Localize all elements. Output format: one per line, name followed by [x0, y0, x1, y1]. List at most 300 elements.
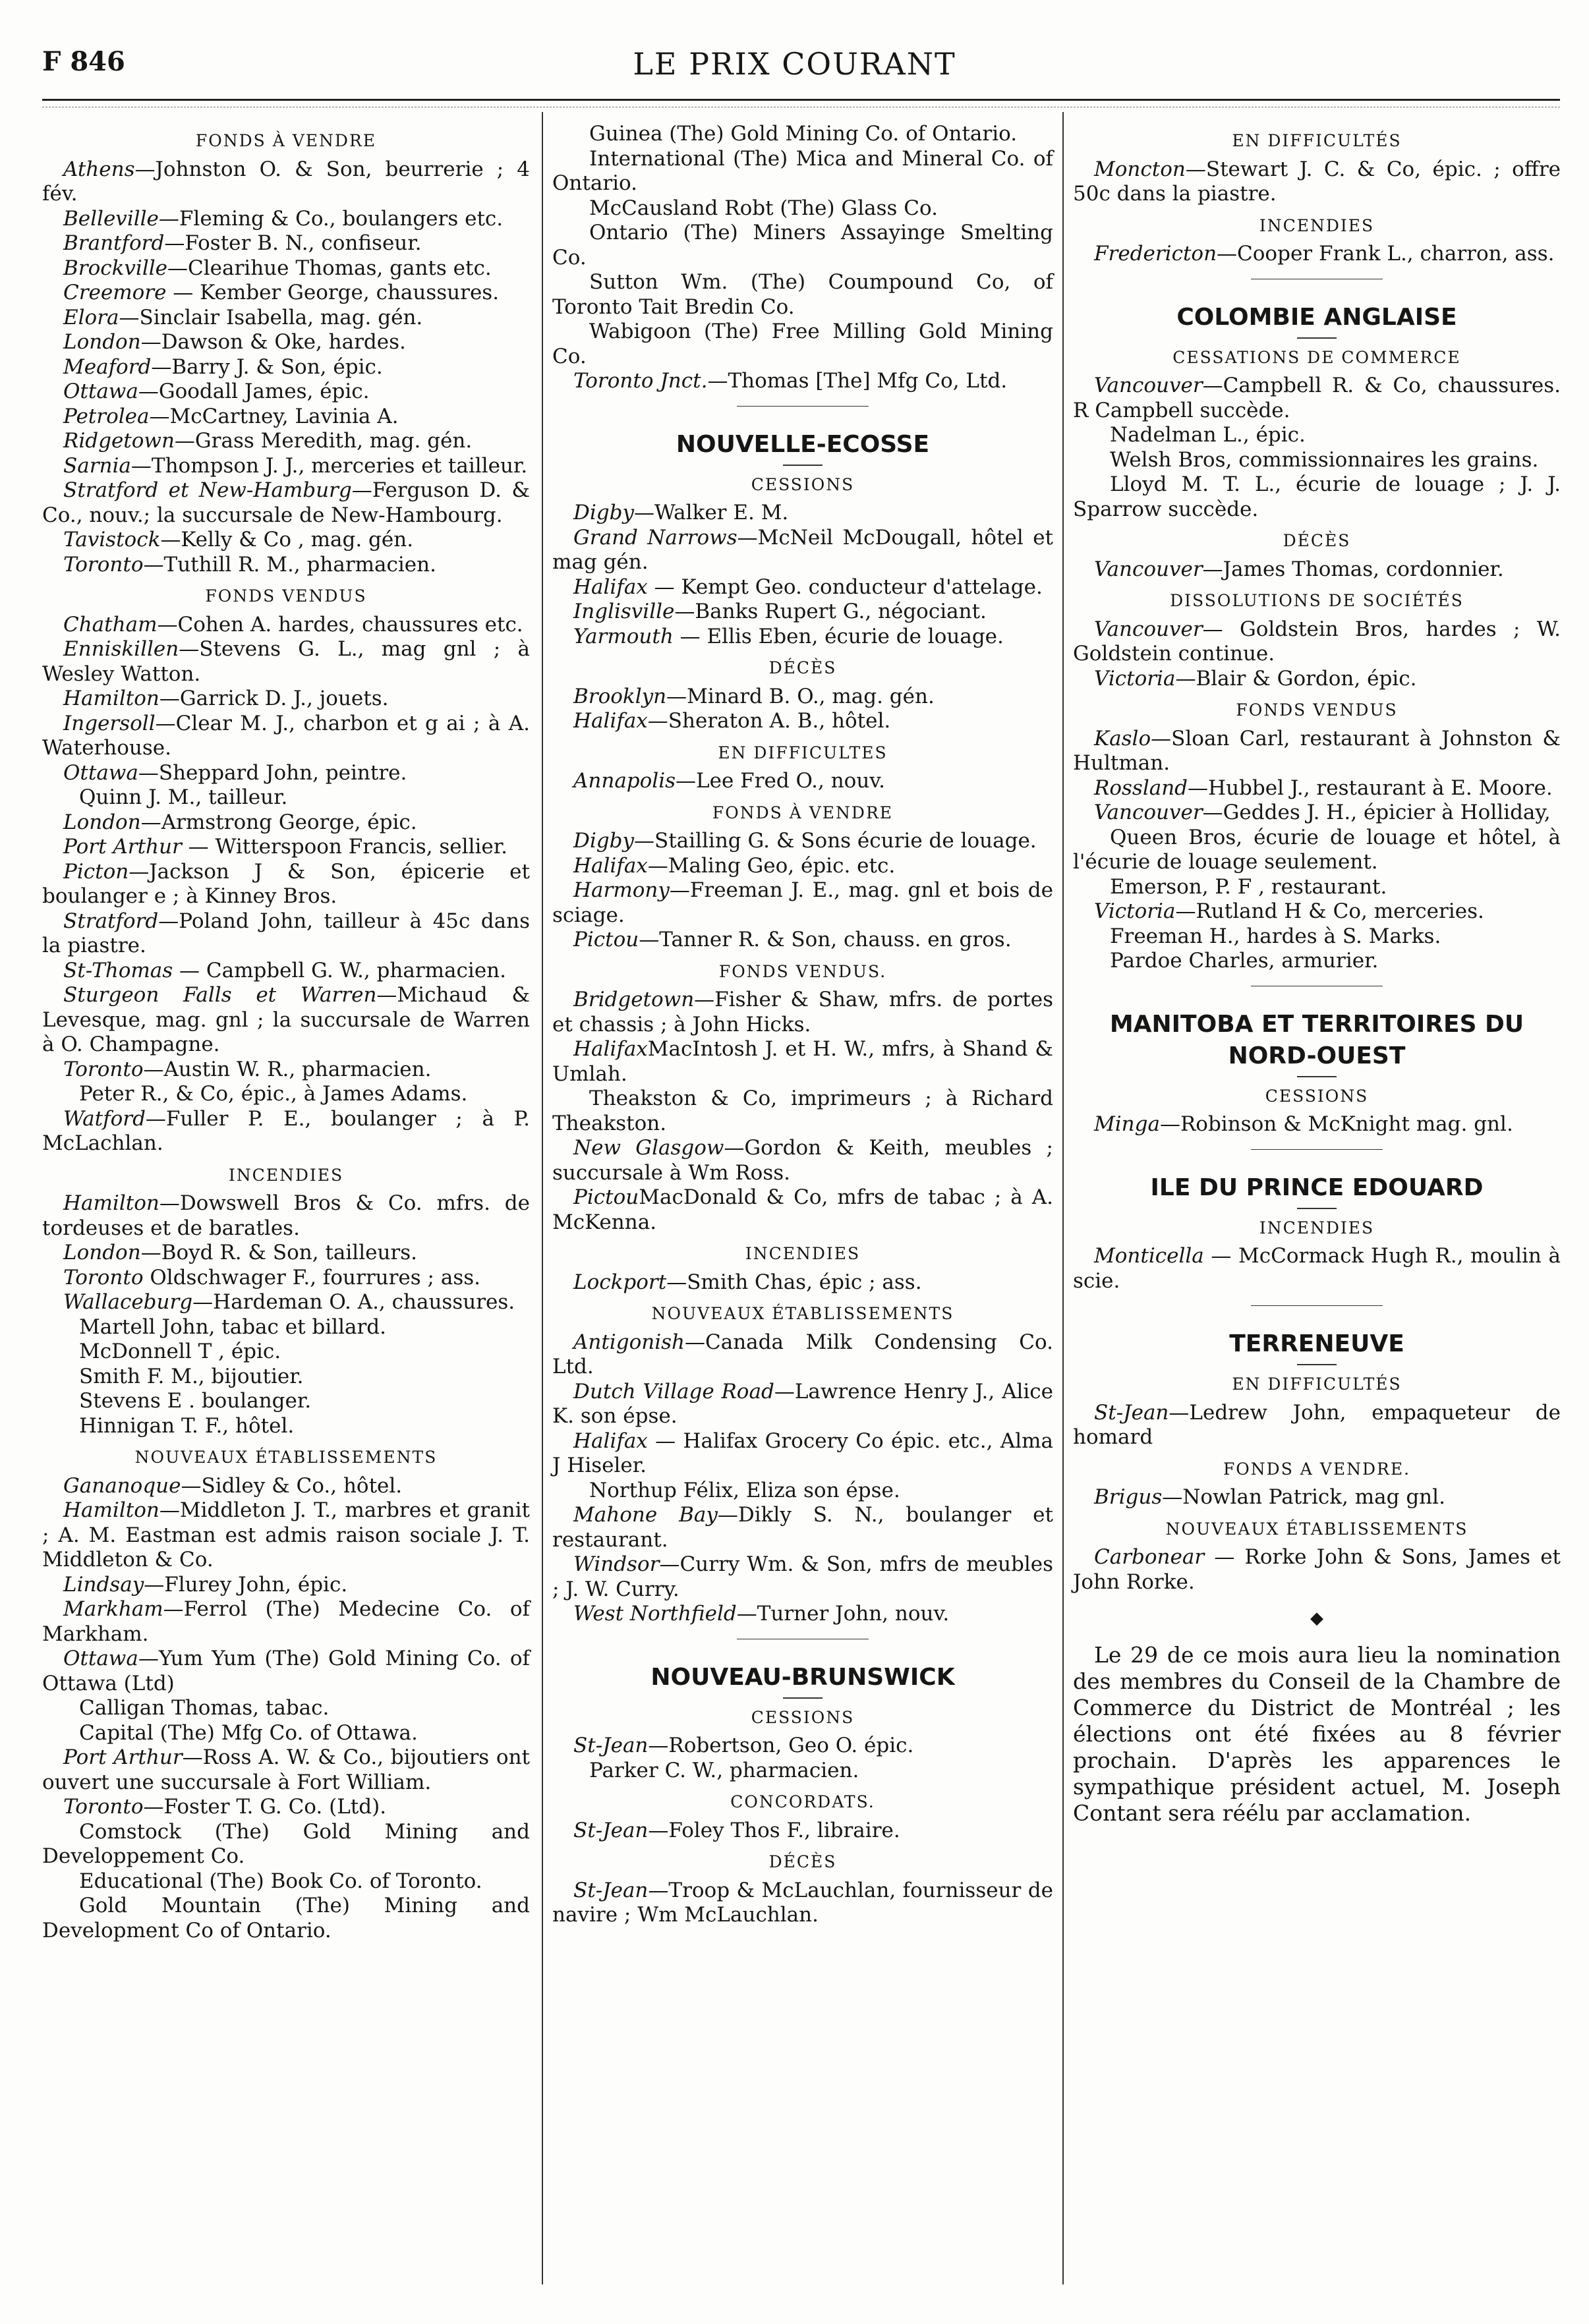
entry-place: Lindsay [63, 1572, 144, 1597]
entry-text: —Poland John, tailleur à 45c dans la piastre. [42, 909, 530, 957]
listing-entry [1073, 899, 1561, 924]
listing-entry [552, 1503, 1053, 1552]
listing-entry [552, 1819, 1053, 1844]
entry-text: —Foster B. N., confiseur. [164, 231, 422, 255]
entry-place: Gananoque [63, 1473, 181, 1498]
entry-place: Victoria [1094, 899, 1176, 923]
entry-place: Bridgetown [573, 988, 695, 1011]
entry-text: —Banks Rupert G., négociant. [674, 600, 987, 623]
listing-entry [42, 231, 530, 256]
entry-text: — Campbell G. W., pharmacien. [173, 958, 506, 982]
section-subheading: EN DIFFICULTES [718, 743, 888, 762]
entry-place: Stratford [63, 909, 159, 933]
listing-entry [1073, 617, 1561, 667]
section-subheading: EN DIFFICULTÉS [1232, 1375, 1402, 1394]
entry-text: —Maling Geo, épic. etc. [647, 853, 896, 878]
listing-entry: McDonnell T , épic. [79, 1340, 281, 1363]
entry-place: Digby [573, 501, 634, 524]
listing-entry: Pardoe Charles, armurier. [1110, 949, 1379, 973]
listing-entry [42, 355, 530, 380]
entry-place: Brooklyn [573, 684, 667, 708]
listing-entry [42, 380, 530, 405]
listing-entry [552, 526, 1053, 575]
listing-entry [552, 1185, 1053, 1235]
listing-entry [1073, 1401, 1561, 1450]
entry-place: Halifax [573, 709, 648, 733]
entry-place: Vancouver [1094, 801, 1203, 824]
listing-entry [42, 1058, 530, 1083]
entry-text: —Fuller P. E., boulanger ; à P. McLachlan. [42, 1106, 530, 1155]
listing-entry [42, 687, 530, 712]
entry-place: Creemore [63, 281, 167, 304]
listing-entry: Comstock (The) Gold Mining and Developpement Co. [42, 1819, 530, 1868]
entry-text: —Ledrew John, empaqueteur de homard [1073, 1400, 1561, 1449]
listing-entry [42, 810, 530, 836]
listing-entry [42, 256, 530, 281]
listing-entry [42, 1647, 530, 1696]
entry-place: Lockport [573, 1270, 667, 1294]
entry-place: Hamilton [63, 1191, 159, 1215]
entry-place: Wallaceburg [63, 1290, 193, 1314]
section-subheading: FONDS VENDUS [1236, 700, 1398, 720]
section-subheading: FONDS À VENDRE [712, 803, 894, 822]
listing-entry [552, 1330, 1053, 1380]
entry-place: Victoria [1094, 666, 1176, 691]
section-subheading: FONDS A VENDRE. [1223, 1459, 1411, 1479]
listing-entry: McCausland Robt (The) Glass Co. [589, 196, 938, 220]
entry-place: Grand Narrows [573, 525, 737, 550]
entry-text: —Lee Fred O., nouv. [676, 769, 885, 793]
entry-place: Fredericton [1094, 242, 1217, 266]
listing-entry [42, 405, 530, 430]
province-heading: NOUVEAU-BRUNSWICK [650, 1663, 955, 1691]
entry-place: Moncton [1094, 157, 1186, 181]
entry-text: —Boyd R. & Son, tailleurs. [140, 1241, 418, 1264]
entry-text: —Geddes J. H., épicier à Holliday, [1202, 801, 1551, 824]
listing-entry [42, 909, 530, 959]
listing-entry [552, 1380, 1053, 1429]
listing-entry [42, 1745, 530, 1795]
listing-entry: Welsh Bros, commissionnaires les grains. [1110, 447, 1539, 472]
province-heading: COLOMBIE ANGLAISE [1176, 303, 1457, 331]
entry-place: Digby [573, 829, 634, 853]
entry-place: Elora [63, 305, 119, 329]
entry-place: Windsor [573, 1552, 660, 1576]
entry-text: — Ellis Eben, écurie de louage. [673, 624, 1004, 648]
listing-entry [42, 1241, 530, 1266]
entry-place: Enniskillen [63, 637, 179, 661]
section-separator [1251, 1149, 1383, 1150]
entry-text: —Robertson, Geo O. épic. [648, 1734, 914, 1757]
entry-text: —Ferguson D. & Co., nouv.; la succursale de New-Hambourg. [42, 478, 530, 527]
listing-entry [1073, 557, 1561, 582]
entry-text: —Campbell R. & Co, chaussures. R Campbell succède. [1073, 374, 1561, 422]
entry-text: —Fisher & Shaw, mfrs. de portes et chassis ; à John Hicks. [552, 988, 1053, 1036]
section-subheading: INCENDIES [745, 1244, 861, 1263]
listing-entry [42, 1573, 530, 1598]
section-subheading: CONCORDATS. [730, 1792, 875, 1811]
listing-entry [552, 988, 1053, 1037]
listing-entry: Martell John, tabac et billard. [79, 1315, 386, 1339]
listing-entry [552, 575, 1053, 600]
listing-entry: Educational (The) Book Co. of Toronto. [79, 1869, 482, 1893]
entry-text: —Barry J. & Son, épic. [151, 354, 383, 379]
province-heading: NOUVELLE-ECOSSE [676, 430, 930, 458]
entry-text: —Walker E. M. [633, 501, 789, 524]
listing-entry [1073, 801, 1561, 826]
listing-entry: Capital (The) Mfg Co. of Ottawa. [79, 1720, 418, 1745]
listing-entry [552, 1037, 1053, 1087]
listing-entry [42, 478, 530, 528]
entry-place: Chatham [63, 612, 158, 637]
entry-place: Yarmouth [573, 624, 674, 648]
section-subheading: DÉCÈS [1283, 531, 1351, 550]
listing-entry [42, 1498, 530, 1573]
entry-text: —Robinson & McKnight mag. gnl. [1159, 1112, 1513, 1136]
listing-entry [1073, 1244, 1561, 1293]
entry-text: —Stevens G. L., mag gnl ; à Wesley Watton. [42, 637, 530, 686]
section-subheading: FONDS VENDUS [205, 586, 367, 606]
section-subheading: EN DIFFICULTÉS [1232, 131, 1402, 150]
listing-entry [42, 553, 530, 578]
entry-text: —Goodall James, épic. [138, 380, 370, 403]
listing-entry [552, 685, 1053, 710]
entry-place: Athens [63, 157, 135, 181]
entry-text: — Kempt Geo. conducteur d'attelage. [647, 575, 1043, 599]
entry-text: —Foley Thos F., libraire. [648, 1818, 900, 1842]
entry-place: Petrolea [63, 404, 150, 428]
entry-place: Brigus [1094, 1485, 1163, 1509]
entry-text: MacIntosh J. et H. W., mfrs, à Shand & Umlah. [552, 1037, 1053, 1086]
ornament-divider: ◆ [1310, 1608, 1323, 1628]
entry-text: —Gordon & Keith, meubles ; succursale à Wm Ross. [552, 1136, 1053, 1185]
entry-text: —Clearihue Thomas, gants etc. [167, 256, 492, 280]
column-middle [552, 122, 1053, 1928]
section-subheading: NOUVEAUX ÉTABLISSEMENTS [651, 1304, 954, 1323]
entry-place: Pictou [573, 1185, 639, 1209]
listing-entry [42, 207, 530, 232]
entry-place: Vancouver [1094, 617, 1203, 641]
entry-text: —McNeil McDougall, hôtel et mag gén. [552, 525, 1053, 574]
heading-underline [1297, 1364, 1337, 1365]
column-left [42, 122, 530, 1943]
entry-text: — Halifax Grocery Co épic. etc., Alma J Hiseler. [552, 1429, 1053, 1477]
listing-entry: Quinn J. M., tailleur. [79, 785, 288, 809]
listing-entry [42, 613, 530, 638]
entry-place: West Northfield [573, 1602, 737, 1626]
listing-entry [1073, 1112, 1561, 1137]
entry-place: Toronto [63, 552, 144, 577]
section-subheading: INCENDIES [1259, 1218, 1375, 1237]
listing-entry [42, 712, 530, 761]
entry-place: Halifax [573, 575, 648, 599]
listing-entry [552, 878, 1053, 928]
listing-entry: Hinnigan T. F., hôtel. [79, 1413, 295, 1438]
entry-place: Ottawa [63, 760, 138, 785]
entry-place: St-Jean [573, 1734, 649, 1757]
entry-place: Antigonish [573, 1330, 685, 1354]
entry-place: Harmony [573, 878, 670, 902]
entry-text: —Dikly S. N., boulanger et restaurant. [552, 1503, 1053, 1552]
entry-text: —James Thomas, cordonnier. [1202, 557, 1504, 581]
entry-place: Brantford [63, 231, 165, 255]
entry-text: —Stailling G. & Sons écurie de louage. [633, 829, 1037, 853]
entry-place: Rossland [1094, 776, 1188, 800]
column-divider [1062, 112, 1064, 2284]
listing-entry [552, 1136, 1053, 1185]
listing-entry [42, 281, 530, 306]
entry-text: — Kember George, chaussures. [166, 281, 500, 304]
entry-place: Toronto [63, 1795, 144, 1819]
listing-entry [552, 709, 1053, 734]
entry-text: MacDonald & Co, mfrs de tabac ; à A. McKenna. [552, 1185, 1053, 1234]
entry-text: —Sloan Carl, restaurant à Johnston & Hultman. [1073, 726, 1561, 775]
section-subheading: CESSIONS [1265, 1086, 1369, 1106]
entry-text: —Sheraton A. B., hôtel. [647, 709, 891, 733]
entry-text: —Turner John, nouv. [736, 1602, 950, 1626]
entry-text: —Ferrol (The) Medecine Co. of Markham. [42, 1597, 530, 1646]
entry-text: —Flurey John, épic. [144, 1572, 348, 1597]
entry-text: —Hubbel J., restaurant à E. Moore. [1188, 776, 1553, 800]
listing-entry [42, 1191, 530, 1241]
entry-text: —Yum Yum (The) Gold Mining Co. of Ottawa (Ltd) [42, 1647, 530, 1695]
entry-text: —Austin W. R., pharmacien. [143, 1057, 432, 1081]
section-subheading: CESSIONS [751, 1707, 855, 1727]
listing-entry: Guinea (The) Gold Mining Co. of Ontario. [589, 122, 1018, 146]
entry-text: —Garrick D. J., jouets. [159, 687, 389, 710]
entry-place: Sarnia [63, 453, 131, 478]
listing-entry [552, 829, 1053, 854]
entry-text: —Middleton J. T., marbres et granit ; A. M. Eastman est admis raison sociale J. T. Middleton & Co. [42, 1498, 530, 1572]
entry-place: Vancouver [1094, 374, 1203, 397]
header-rule [42, 99, 1560, 101]
listing-entry [42, 1597, 530, 1647]
listing-entry [552, 600, 1053, 625]
listing-entry [42, 637, 530, 687]
entry-text: —McCartney, Lavinia A. [149, 404, 399, 428]
entry-place: Stratford et New-Hamburg [63, 478, 352, 502]
listing-entry [1073, 374, 1561, 423]
entry-place: Toronto [63, 1057, 144, 1081]
entry-place: Toronto Jnct. [573, 369, 708, 393]
listing-entry [552, 1734, 1053, 1759]
entry-text: —Thomas [The] Mfg Co, Ltd. [707, 369, 1008, 393]
entry-text: —Dawson & Oke, hardes. [140, 330, 406, 354]
entry-text: —Jackson J & Son, épicerie et boulanger e ; à Kinney Bros. [42, 859, 530, 908]
listing-entry [552, 1552, 1053, 1602]
entry-text: —Tanner R. & Son, chauss. en gros. [639, 928, 1012, 951]
listing-entry: Peter R., & Co, épic., à James Adams. [79, 1082, 468, 1106]
listing-entry [42, 1266, 530, 1291]
entry-place: Picton [63, 859, 129, 884]
listing-entry [42, 1107, 530, 1156]
entry-text: —Hardeman O. A., chaussures. [192, 1290, 515, 1314]
section-subheading: CESSATIONS DE COMMERCE [1172, 347, 1461, 367]
listing-entry: Ontario (The) Miners Assayinge Smelting Co. [552, 221, 1053, 269]
entry-text: —Curry Wm. & Son, mfrs de meubles ; J. W. Curry. [552, 1552, 1053, 1601]
listing-entry [42, 306, 530, 331]
page-title: LE PRIX COURANT [633, 46, 956, 82]
entry-text: —Thompson J. J., merceries et tailleur. [130, 453, 528, 478]
section-subheading: CESSIONS [751, 474, 855, 494]
listing-entry [1073, 1485, 1561, 1510]
heading-underline [783, 1697, 823, 1699]
entry-place: Kaslo [1094, 726, 1151, 751]
entry-text: —Stewart J. C. & Co, épic. ; offre 50c dans la piastre. [1073, 157, 1561, 206]
entry-place: Ottawa [63, 1647, 138, 1670]
entry-place: Minga [1094, 1112, 1160, 1136]
entry-place: Mahone Bay [573, 1503, 718, 1527]
entry-text: —Canada Milk Condensing Co. Ltd. [552, 1330, 1053, 1378]
province-heading: ILE DU PRINCE EDOUARD [1150, 1174, 1484, 1201]
listing-entry: Gold Mountain (The) Mining and Development Co of Ontario. [42, 1894, 530, 1942]
listing-entry [42, 330, 530, 355]
entry-place: Halifax [573, 853, 648, 878]
section-subheading: NOUVEAUX ÉTABLISSEMENTS [134, 1448, 438, 1467]
entry-text: —Dowswell Bros & Co. mfrs. de tordeuses et de baratles. [42, 1191, 530, 1240]
province-heading: MANITOBA ET TERRITOIRES DU NORD-OUEST [1109, 1010, 1524, 1069]
entry-place: Watford [63, 1106, 146, 1131]
entry-text: —Blair & Gordon, épic. [1175, 666, 1417, 691]
listing-entry: Sutton Wm. (The) Coumpound Co, of Toronto Tait Bredin Co. [552, 270, 1053, 319]
section-separator [737, 406, 869, 407]
entry-text: —Michaud & Levesque, mag. gnl ; la succursale de Warren à O. Champagne. [42, 983, 530, 1056]
entry-place: Sturgeon Falls et Warren [63, 983, 377, 1007]
listing-entry: Parker C. W., pharmacien. [589, 1758, 859, 1782]
entry-text: —Smith Chas, épic ; ass. [666, 1270, 922, 1294]
entry-place: Hamilton [63, 1498, 159, 1522]
entry-text: —Freeman J. E., mag. gnl et bois de sciage. [552, 878, 1053, 927]
listing-entry [42, 761, 530, 786]
listing-entry [42, 835, 530, 860]
listing-entry [42, 454, 530, 479]
section-separator [1251, 1305, 1383, 1306]
entry-text: —Minard B. O., mag. gén. [666, 684, 935, 708]
heading-underline [1297, 1076, 1337, 1077]
entry-place: Pictou [573, 928, 639, 951]
entry-place: St-Jean [573, 1818, 649, 1842]
entry-place: Ridgetown [63, 429, 175, 453]
entry-text: —Johnston O. & Son, beurrerie ; 4 fév. [42, 157, 530, 206]
entry-place: London [63, 330, 141, 354]
heading-underline [1297, 337, 1337, 339]
listing-entry: Theakston & Co, imprimeurs ; à Richard Theakston. [552, 1087, 1053, 1135]
entry-text: —Sheppard John, peintre. [138, 760, 407, 785]
listing-entry [42, 959, 530, 984]
column-divider [542, 112, 543, 2284]
listing-entry [552, 1429, 1053, 1479]
listing-entry [552, 928, 1053, 953]
listing-entry: Lloyd M. T. L., écurie de louage ; J. J. Sparrow succède. [1073, 472, 1561, 521]
section-subheading: DISSOLUTIONS DE SOCIÉTÉS [1170, 591, 1464, 610]
listing-entry: Calligan Thomas, tabac. [79, 1696, 330, 1720]
listing-entry [42, 1290, 530, 1315]
section-subheading: FONDS À VENDRE [195, 131, 377, 150]
entry-place: New Glasgow [573, 1136, 724, 1160]
entry-text: —Sinclair Isabella, mag. gén. [119, 305, 423, 329]
listing-entry [552, 1602, 1053, 1627]
entry-place: London [63, 810, 141, 834]
section-subheading: NOUVEAUX ÉTABLISSEMENTS [1165, 1519, 1468, 1539]
listing-entry [1073, 727, 1561, 776]
entry-place: Ottawa [63, 380, 138, 403]
listing-entry: Emerson, P. F , restaurant. [1110, 874, 1387, 899]
listing-entry [552, 625, 1053, 650]
entry-text: —Nowlan Patrick, mag gnl. [1162, 1485, 1445, 1509]
entry-place: Markham [63, 1597, 163, 1621]
entry-place: Ingersoll [63, 711, 156, 735]
entry-place: Toronto [63, 1265, 144, 1290]
entry-place: Belleville [63, 206, 159, 231]
listing-entry: Smith F. M., bijoutier. [79, 1364, 304, 1388]
entry-text: — McCormack Hugh R., moulin à scie. [1073, 1244, 1561, 1293]
listing-entry [1073, 157, 1561, 207]
listing-entry: Queen Bros, écurie de louage et hôtel, à l'écurie de louage seulement. [1073, 825, 1561, 874]
section-subheading: DÉCÈS [768, 1852, 837, 1871]
entry-text: —Kelly & Co , mag. gén. [160, 528, 414, 552]
entry-place: London [63, 1241, 141, 1264]
entry-place: Vancouver [1094, 557, 1203, 581]
listing-entry: Stevens E . boulanger. [79, 1389, 312, 1413]
entry-text: — Witterspoon Francis, sellier. [181, 835, 508, 859]
entry-place: Port Arthur [63, 835, 182, 859]
listing-entry [42, 429, 530, 454]
entry-text: —Grass Meredith, mag. gén. [174, 429, 473, 453]
entry-text: —Tuthill R. M., pharmacien. [143, 552, 436, 577]
entry-text: —Sidley & Co., hôtel. [181, 1473, 403, 1498]
entry-place: Halifax [573, 1037, 648, 1061]
listing-entry [552, 501, 1053, 526]
listing-entry: International (The) Mica and Mineral Co. of Ontario. [552, 146, 1053, 195]
entry-text: —Armstrong George, épic. [140, 810, 417, 834]
entry-text: —Foster T. G. Co. (Ltd). [143, 1795, 387, 1819]
listing-entry [552, 854, 1053, 879]
entry-text: —Fleming & Co., boulangers etc. [158, 206, 504, 231]
section-subheading: DÉCÈS [768, 658, 837, 677]
entry-place: Annapolis [573, 769, 676, 793]
page-number-value: 846 [70, 46, 125, 77]
entry-text: —Clear M. J., charbon et g ai ; à A. Waterhouse. [42, 711, 530, 760]
entry-place: St-Jean [1094, 1400, 1169, 1425]
entry-text: —Troop & McLauchlan, fournisseur de navire ; Wm McLauchlan. [552, 1878, 1053, 1927]
entry-place: Carbonear [1094, 1545, 1205, 1569]
entry-text: — Rorke John & Sons, James et John Rorke. [1073, 1545, 1561, 1594]
entry-place: Hamilton [63, 687, 159, 710]
entry-text: Oldschwager F., fourrures ; ass. [143, 1265, 480, 1290]
entry-place: Monticella [1094, 1244, 1204, 1268]
province-heading: TERRENEUVE [1229, 1330, 1404, 1357]
entry-place: Brockville [63, 256, 168, 280]
listing-entry: Northup Félix, Eliza son épse. [589, 1478, 900, 1502]
listing-entry [552, 369, 1053, 394]
heading-underline [1297, 1208, 1337, 1209]
listing-entry: Freeman H., hardes à S. Marks. [1110, 924, 1441, 948]
entry-text: — Goldstein Bros, hardes ; W. Goldstein continue. [1073, 617, 1561, 666]
listing-entry [1073, 667, 1561, 692]
section-subheading: INCENDIES [228, 1165, 344, 1185]
entry-place: St-Thomas [63, 958, 173, 982]
page-number: F 846 [42, 46, 125, 77]
entry-place: Halifax [573, 1429, 648, 1453]
entry-text: —Cooper Frank L., charron, ass. [1217, 242, 1555, 266]
listing-entry [552, 769, 1053, 794]
listing-entry [552, 1270, 1053, 1295]
listing-entry: Wabigoon (The) Free Milling Gold Mining Co. [552, 320, 1053, 368]
entry-place: St-Jean [573, 1878, 649, 1902]
column-right [1073, 122, 1561, 1827]
entry-text: —Cohen A. hardes, chaussures etc. [157, 612, 523, 637]
listing-entry [42, 860, 530, 909]
